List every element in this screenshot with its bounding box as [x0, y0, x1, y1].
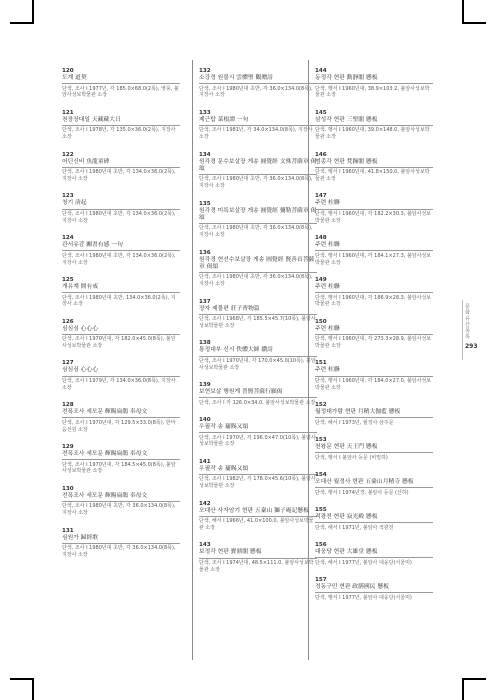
entry-description: 단색, 조사 I 1980년대 초반, 각 36.0×134.0(8폭), 지장사 소장 [199, 85, 313, 99]
entry-number: 123 [62, 193, 74, 200]
entry-title: 장자 제물편 莊子齊物篇 [199, 306, 317, 315]
entry-description: 단색, 조사 I 각 126.0×34.0, 불암사성보박물관 소장 [199, 399, 316, 406]
entry-description: 단색, 행서 I 1960년대, 각 184.1×27.3, 불암사성보박물관 소장 [315, 252, 432, 266]
column-divider-1 [192, 60, 193, 660]
entry-description: 단색, 조사 I 1980년대 초반, 각 36.0×134.0(8폭), 지장사 소장 [199, 176, 313, 190]
entry-number: 148 [315, 235, 327, 242]
entry-number: 133 [199, 109, 211, 116]
crop-mark-bottom-right-v [462, 678, 464, 700]
catalog-entry [315, 402, 433, 426]
entry-title: 정동구민 현판 政膳國民 懸板 [315, 584, 433, 593]
entry-title: 개유계 開有戒 [62, 284, 180, 293]
entry-number: 143 [199, 542, 211, 549]
entry-description: 단색, 조사 I 1980년대 초반, 134.0×36.0(2폭), 지장사 소장 [62, 294, 176, 308]
entry-number: 132 [199, 68, 211, 74]
side-tab-rule [462, 300, 463, 360]
entry-description: 단색, 조사 I 1980년대 초반, 각 36.0×134.0(8폭), 지장사 소장 [199, 225, 313, 239]
catalog-column-3 [315, 68, 433, 612]
entry-number: 157 [315, 577, 327, 584]
entry-title: 원각경 미륵보살장 게송 圓覺經 彌勒菩薩章 偈頌 [199, 208, 317, 224]
entry-title: 전폭조사 세모문 輝賜扁鵲 奉母文 [62, 409, 180, 418]
entry-number: 149 [315, 276, 327, 283]
entry-title: 어딘신비 魚龍童碑 [62, 159, 180, 168]
entry-number: 126 [62, 318, 74, 325]
entry-description: 단색, 조사 I 1981년, 각 34.0×134.0(8폭), 지장사 소장 [199, 127, 313, 141]
entry-description: 단색, 조사 I 1970년대, 각 184.5×45.0(8폭), 불암사성보박물관 소장 [62, 461, 176, 475]
catalog-entry [199, 340, 317, 371]
catalog-entry [315, 360, 433, 391]
entry-title: 관서유감 關書有感 一句 [62, 242, 180, 251]
entry-description: 단색, 조사 I 1980년대 초반, 각 134.0×36.0(2폭), 지장사 소장 [62, 252, 176, 266]
entry-description: 단색, 해서 I 1966년, 41.0×100.0, 불암사성보박물관 소장 [199, 518, 314, 532]
section-side-tab [462, 300, 476, 360]
catalog-entry [315, 235, 433, 266]
catalog-entry [315, 577, 433, 601]
entry-description: 단색, 조사 I 1977년, 각 185.0×68.0(2폭), 영풍, 불암사성보박물관 소장 [62, 85, 179, 99]
entry-description: 단색, 행서 I 1960년대, 각 273.3×28.9, 불암사성보박물관 소장 [315, 336, 432, 350]
catalog-entry [315, 68, 433, 99]
entry-description: 단색, 조사 I 1980년대 초반, 각 134.0×36.0(2폭), 지장사 소장 [62, 210, 176, 224]
crop-mark-bottom-left-h [10, 678, 34, 680]
catalog-entry [62, 486, 180, 517]
entry-number: 139 [199, 382, 211, 389]
entry-number: 135 [199, 200, 211, 207]
catalog-entry [199, 382, 317, 406]
entry-title: 오대산 사자암기 현판 五臺山 獅子庵記懸板 [199, 508, 317, 517]
catalog-entry [62, 402, 180, 433]
catalog-entry [315, 193, 433, 224]
entry-description: 단색, 조사 I 1980년대 초반, 각 36.0×134.0(8폭), 지장사 소장 [199, 274, 313, 288]
entry-title: 적광전 현판 寂光殿 懸板 [315, 514, 433, 523]
catalog-entry [199, 110, 317, 141]
entry-description: 단색, 조사 I 1970년대, 각 182.0×45.0(8폭), 불암사성보박물관 소장 [62, 336, 176, 350]
entry-description: 단색, 행서 I 1960년대, 38.9×103.2, 불암사성보박물관 소장 [315, 85, 430, 99]
entry-title: 주련 柱聯 [315, 200, 433, 209]
entry-number: 145 [315, 109, 327, 116]
entry-description: 단색, 조사 I 1970년대, 각 170.0×45.0(10폭), 불암사성보박물관 소장 [199, 357, 316, 371]
entry-title: 보현보살 행원게 普賢菩薩行願偈 [199, 389, 317, 398]
page-number: 293 [465, 343, 478, 350]
entry-description: 단색, 조사 I 1982년, 각 178.0×45.6(10폭), 불암사성보박물관 소장 [199, 476, 316, 490]
entry-title: 동정각 현판 動靜閣 懸板 [315, 75, 433, 84]
catalog-entry [62, 110, 180, 141]
catalog-entry [199, 417, 317, 448]
entry-title: 천왕문 현판 天王門 懸板 [315, 444, 433, 453]
crop-mark-bottom-right-h [462, 678, 486, 680]
entry-number: 144 [315, 68, 327, 74]
entry-title: 대웅당 현판 大雄堂 懸板 [315, 549, 433, 558]
entry-number: 125 [62, 276, 74, 283]
entry-number: 152 [315, 402, 327, 409]
entry-description: 단색, 행서 I 1960년대, 각 184.0×27.0, 불암사성보박물관 소장 [315, 378, 432, 391]
catalog-column-2 [199, 68, 317, 584]
entry-description: 단색, 행서 I 1974년경, 불암사 등문 (산하) [315, 489, 409, 496]
entry-description: 단색, 행서 I 불암사 등문 (비밀하) [315, 454, 388, 461]
entry-number: 151 [315, 360, 327, 367]
section-side-label: 문화유산목록 [464, 304, 470, 340]
entry-title: 원각경 문수보살장 게송 圓覺經 文殊菩薩章 偈頌 [199, 159, 317, 175]
entry-number: 155 [315, 507, 327, 514]
catalog-entry [62, 193, 180, 224]
entry-description: 단색, 조사 I 1970년, 각 196.0×47.0(10폭), 불암사성보박물관 소장 [199, 434, 316, 448]
entry-description: 단색, 조사 I 1980년대 초반, 각 36.0×134.0(8폭), 지장사 소장 [62, 545, 176, 558]
entry-title: 전폭조사 세모문 輝賜扁鵲 奉母文 [62, 493, 180, 502]
entry-number: 130 [62, 485, 74, 492]
entry-title: 심원가 歸經歌 [62, 535, 180, 544]
entry-number: 142 [199, 500, 211, 507]
entry-description: 단색, 해서 I 1977년, 불암사 대웅당(서울미) [315, 559, 412, 566]
entry-title: 삼성각 현판 三聖閣 懸板 [315, 117, 433, 126]
entry-number: 156 [315, 542, 327, 549]
catalog-entry [315, 110, 433, 141]
entry-description: 단색, 해서 I 1971년, 불암사 적광전 [315, 524, 394, 531]
catalog-entry [199, 250, 317, 288]
entry-description: 단색, 조사 I 1978년, 각 135.0×36.0(2폭), 지장사 소장 [62, 127, 176, 141]
entry-number: 138 [199, 340, 211, 347]
catalog-entry [62, 319, 180, 350]
catalog-entry [199, 459, 317, 490]
entry-number: 128 [62, 402, 74, 409]
entry-title: 통정대부 신시 佚體大師 纘詩 [199, 347, 317, 356]
entry-description: 단색, 행서 I 1960년대, 39.0×148.0, 불암사성보박물관 소장 [315, 127, 430, 141]
crop-mark-top-left-h [10, 22, 34, 24]
catalog-entry [315, 507, 433, 531]
entry-title: 범종각 현판 梵鐘閣 懸板 [315, 159, 433, 168]
entry-description: 단색, 행서 I 1960년대, 각 182.2×30.3, 불암사성보박물관 소장 [315, 210, 432, 224]
catalog-entry [315, 472, 433, 496]
entry-title: 주련 柱聯 [315, 242, 433, 251]
catalog-entry [199, 68, 317, 99]
entry-title: 주련 柱聯 [315, 326, 433, 335]
entry-title: 전폭조사 세모문 輝賜扁鵲 奉母文 [62, 451, 180, 460]
catalog-entry [315, 542, 433, 566]
entry-title: 소강정 원불시 雲體聖 觀贈詩 [199, 75, 317, 84]
entry-title: 원각경 현선수보살장 게송 圓覺經 賢善首菩薩章 偈頌 [199, 257, 317, 273]
entry-number: 141 [199, 458, 211, 465]
entry-title: 주련 柱聯 [315, 284, 433, 293]
entry-number: 154 [315, 472, 327, 479]
entry-number: 147 [315, 193, 327, 200]
catalog-entry [62, 444, 180, 475]
entry-number: 121 [62, 109, 74, 116]
entry-description: 단색, 조사 I 1979년, 각 134.0×36.0(8폭), 지장사 소장 [62, 378, 176, 391]
entry-description: 단색, 행서 I 1960년대, 41.8×150.0, 불암사성보박물관 소장 [315, 169, 430, 182]
entry-title: 우필작 송 屢賜又頌 [199, 424, 317, 433]
catalog-entry [62, 152, 180, 183]
entry-number: 131 [62, 527, 74, 534]
catalog-column-1 [62, 68, 180, 569]
entry-number: 146 [315, 151, 327, 158]
entry-title: 제근탑 菜根譚 一句 [199, 117, 317, 126]
entry-title: 보정각 현판 寶鼎閣 懸板 [199, 549, 317, 558]
entry-description: 단색, 조사 I 1980년대 초반, 각 36.0×134.0(8폭), 지장사 소장 [62, 503, 176, 517]
entry-title: 천장장대일 天藏藏大日 [62, 117, 180, 126]
entry-title: 오대산 월정사 현판 五臺山月精寺 懸板 [315, 479, 433, 488]
catalog-entry [315, 152, 433, 183]
catalog-entry [62, 360, 180, 391]
entry-number: 153 [315, 437, 327, 444]
catalog-entry [199, 542, 317, 573]
entry-number: 150 [315, 318, 327, 325]
entry-title: 우필작 송 屢賜又頌 [199, 466, 317, 475]
crop-mark-top-left-v [32, 0, 34, 24]
catalog-entry [62, 528, 180, 559]
crop-mark-bottom-left-v [32, 678, 34, 700]
catalog-entry [199, 152, 317, 190]
entry-description: 단색, 행서 I 1960년대, 각 186.9×28.3, 불암사성보박물관 소장 [315, 294, 432, 308]
entry-description: 단색, 해서 I 1973년, 월정사 삼주문 [315, 419, 394, 426]
entry-title: 주련 柱聯 [315, 367, 433, 376]
entry-title: 청기 淸起 [62, 200, 180, 209]
entry-number: 127 [62, 360, 74, 367]
entry-number: 129 [62, 444, 74, 451]
entry-number: 124 [62, 235, 74, 242]
catalog-entry [199, 299, 317, 330]
entry-number: 122 [62, 151, 74, 158]
entry-title: 월정대가람 현판 月精大伽藍 懸板 [315, 409, 433, 418]
catalog-entry [315, 437, 433, 461]
entry-description: 단색, 조사 I 1974년대, 48.5×111.0, 불암사성보박물관 소장 [199, 560, 314, 573]
entry-description: 단색, 조사 I 1980년대 초반, 각 134.0×36.0(2폭), 지장사 소장 [62, 169, 176, 182]
entry-number: 120 [62, 68, 74, 74]
catalog-entry [199, 501, 317, 532]
catalog-entry [199, 201, 317, 239]
entry-description: 단색, 행서 I 1977년, 불암사 대웅당(서울미) [315, 594, 412, 601]
catalog-entry [62, 277, 180, 308]
entry-title: 심심심 心心心 [62, 326, 180, 335]
crop-mark-top-right-h [462, 22, 486, 24]
entry-number: 134 [199, 151, 211, 158]
entry-number: 140 [199, 417, 211, 424]
entry-title: 심심심 心心心 [62, 367, 180, 376]
entry-number: 137 [199, 298, 211, 305]
catalog-entry [315, 277, 433, 308]
entry-number: 136 [199, 249, 211, 256]
entry-title: 도계 道契 [62, 75, 180, 84]
catalog-entry [62, 235, 180, 266]
catalog-entry [62, 68, 180, 99]
catalog-entry [315, 319, 433, 350]
catalog-page [56, 60, 456, 660]
entry-description: 단색, 조사 I 1970년대, 각 129.5×33.0(8폭), 한마음선원 소장 [62, 419, 176, 433]
entry-description: 단색, 조사 I 1968년, 각 185.5×45.7(10폭), 불암사성보박물관 소장 [199, 316, 316, 329]
crop-mark-top-right-v [462, 0, 464, 24]
